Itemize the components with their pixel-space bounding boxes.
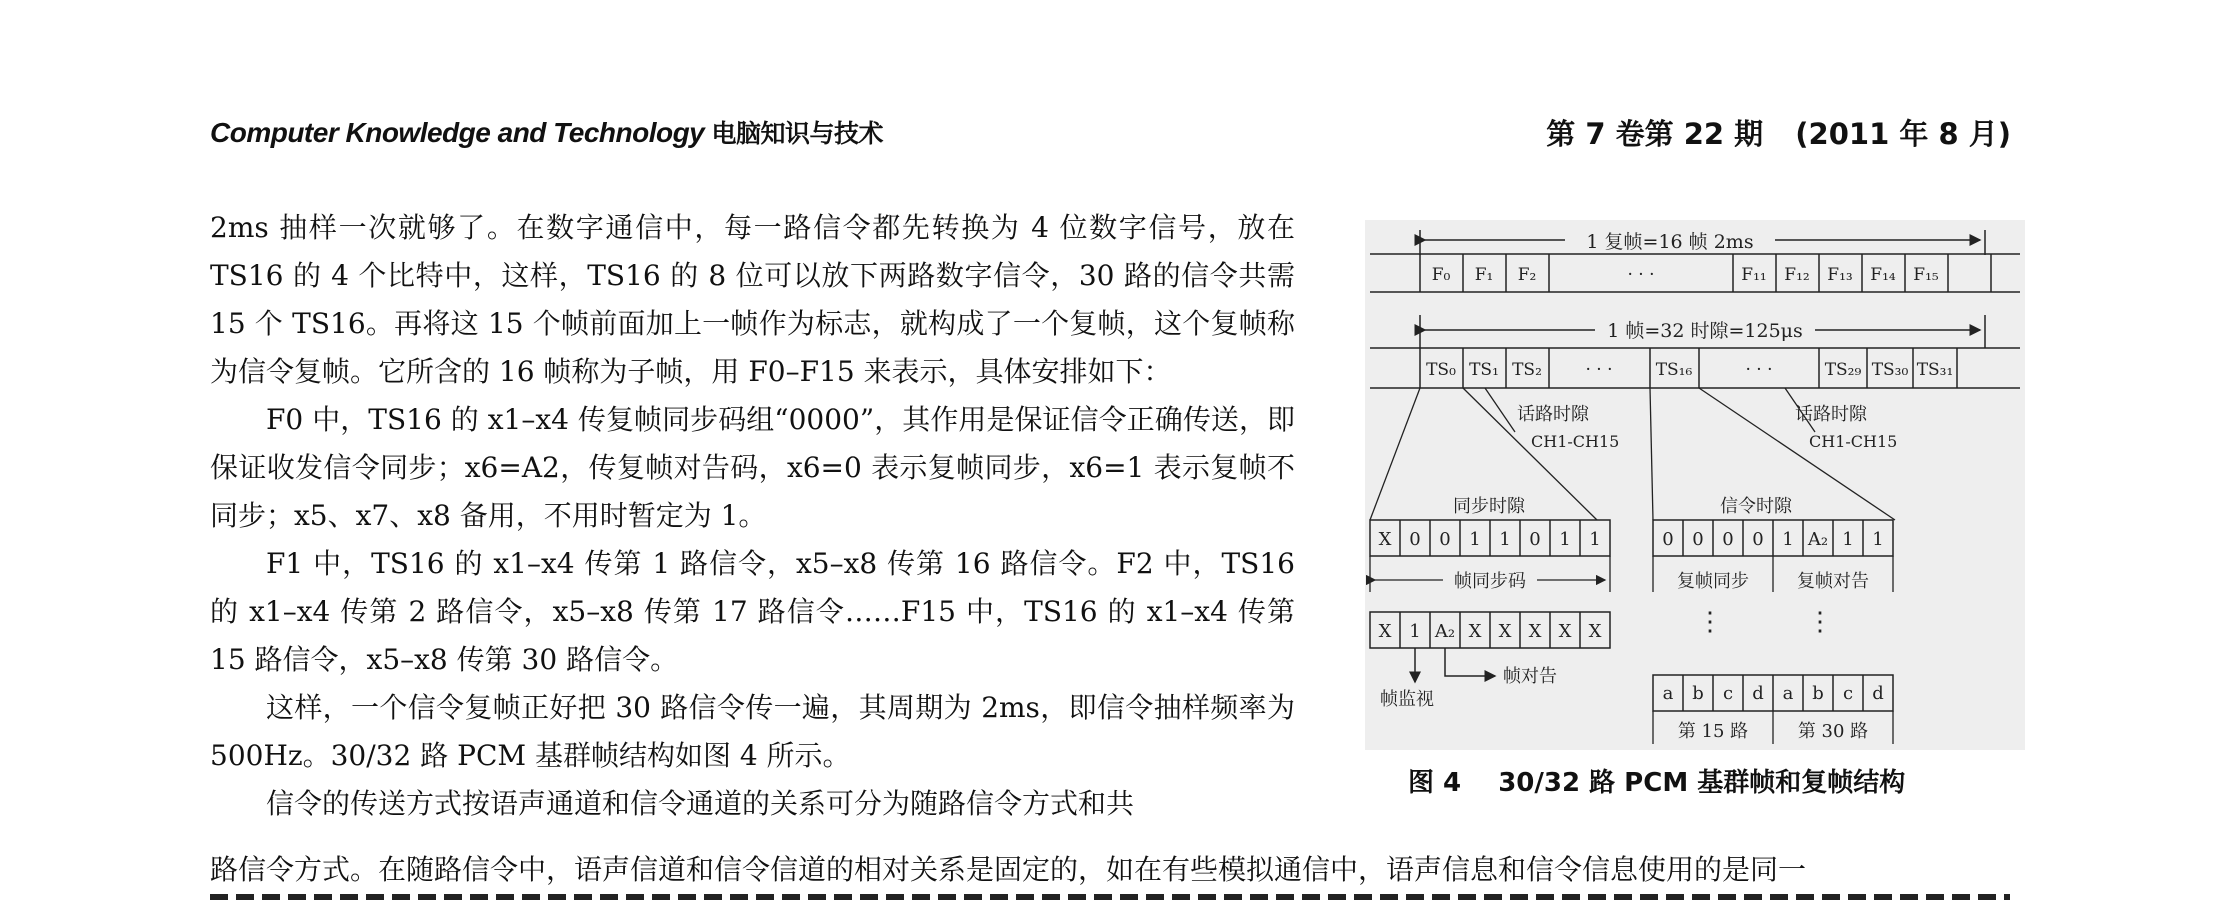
paragraph: 2ms 抽样一次就够了。在数字通信中，每一路信令都先转换为 4 位数字信号，放在 TS16 的 4 个比特中，这样，TS16 的 8 位可以放下两路数字信令，30 路的信令共需 15 个 TS16。再将这 15 个帧前面加上一帧作为标志，就构成了一个复帧，这个复帧称为信令复帧。它所含的 16 帧称为子帧，用 F0–F15 来表示，具体安排如下：	[210, 211, 1295, 388]
timeslot-cell: · · ·	[1585, 360, 1613, 380]
voice-timeslot-label: 话路时隙	[1517, 404, 1589, 425]
odd-frame-bit: X	[1558, 621, 1572, 642]
frame-cell: F₀	[1431, 265, 1451, 285]
multiframe-alarm-label: 复帧对告	[1797, 571, 1869, 592]
timeslot-cell: TS₀	[1426, 360, 1456, 380]
issue-info	[1546, 112, 2011, 153]
sync-bit: 0	[1409, 529, 1421, 550]
sync-bit: 1	[1559, 529, 1571, 550]
signaling-abcd-bit: b	[1812, 683, 1824, 704]
signaling-bit: 1	[1872, 529, 1884, 550]
odd-frame-bit: X	[1528, 621, 1542, 642]
frame-monitor-label: 帧监视	[1380, 689, 1434, 710]
multiframe-label: 1 复帧=16 帧 2ms	[1586, 231, 1754, 253]
journal-title-cn: 电脑知识与技术	[711, 119, 884, 148]
signaling-bit: 0	[1662, 529, 1674, 550]
sync-bit: 1	[1499, 529, 1511, 550]
paragraph: 信令的传送方式按语声通道和信令通道的关系可分为随路信令方式和共	[266, 787, 1135, 820]
paragraph-continuation: 路信令方式。在随路信令中，语声信道和信令信道的相对关系是固定的，如在有些模拟通信中，语声信息和信令信息使用的是同一	[210, 853, 1807, 886]
cropped-text-line	[210, 888, 2010, 900]
paragraph: F0 中，TS16 的 x1–x4 传复帧同步码组“0000”，其作用是保证信令正确传送，即保证收发信令同步；x6=A2，传复帧对告码，x6=0 表示复帧同步，x6=1 表示复帧不同步；x5、x7、x8 备用，不用时暂定为 1。	[210, 403, 1295, 532]
sync-bit: 1	[1589, 529, 1601, 550]
voice-timeslot-label: 话路时隙	[1795, 404, 1867, 425]
sync-bit: 1	[1469, 529, 1481, 550]
issue-number: 第 7 卷第 22 期	[1546, 117, 1764, 151]
journal-title-en: Computer Knowledge and Technology	[210, 117, 705, 148]
frame-cell: F₁₁	[1741, 265, 1767, 285]
channel-15-label: 第 15 路	[1677, 721, 1749, 742]
sync-timeslot-label: 同步时隙	[1453, 496, 1525, 517]
multiframe-sync-label: 复帧同步	[1677, 571, 1749, 592]
timeslot-cell: TS₃₁	[1916, 360, 1954, 380]
signaling-bit: 0	[1722, 529, 1734, 550]
signaling-bit: 1	[1842, 529, 1854, 550]
frame-cell: F₁₃	[1827, 265, 1853, 285]
timeslot-cell: TS₁	[1469, 360, 1499, 380]
signaling-bit: 0	[1692, 529, 1704, 550]
frame-label: 1 帧=32 时隙=125μs	[1607, 320, 1803, 342]
voice-channel-range: CH1-CH15	[1531, 432, 1620, 451]
odd-frame-bit: X	[1498, 621, 1512, 642]
sync-bit: X	[1378, 529, 1392, 550]
channel-30-label: 第 30 路	[1797, 721, 1869, 742]
vertical-ellipsis: ⋮	[1697, 607, 1723, 637]
odd-frame-bit: A₂	[1434, 621, 1456, 642]
signaling-bit: 0	[1752, 529, 1764, 550]
frame-cell: F₁₅	[1913, 265, 1939, 285]
figure-caption-text: 30/32 路 PCM 基群帧和复帧结构	[1498, 768, 1906, 798]
frame-cell: F₁₂	[1784, 265, 1810, 285]
frame-alarm-label: 帧对告	[1503, 666, 1557, 687]
odd-frame-bit: X	[1588, 621, 1602, 642]
signaling-timeslot-label: 信令时隙	[1720, 496, 1792, 517]
timeslot-cell: · · ·	[1745, 360, 1773, 380]
frame-cell: · · ·	[1627, 265, 1655, 285]
frame-cell: F₁₄	[1870, 265, 1896, 285]
sync-bit: 0	[1529, 529, 1541, 550]
signaling-abcd-bit: d	[1752, 683, 1764, 704]
odd-frame-bit: X	[1378, 621, 1392, 642]
signaling-abcd-bit: b	[1692, 683, 1704, 704]
signaling-bit: 1	[1782, 529, 1794, 550]
odd-frame-bit: X	[1468, 621, 1482, 642]
signaling-abcd-bit: d	[1872, 683, 1884, 704]
frame-cell: F₂	[1517, 265, 1537, 285]
paragraph: F1 中，TS16 的 x1–x4 传第 1 路信令，x5–x8 传第 16 路信令。F2 中，TS16 的 x1–x4 传第 2 路信令，x5–x8 传第 17 路信令……F15 中，TS16 的 x1–x4 传第 15 路信令，x5–x8 传第 30 路信令。	[210, 547, 1295, 676]
body-text-column	[210, 204, 1295, 828]
issue-date: (2011 年 8 月)	[1795, 117, 2011, 151]
signaling-abcd-bit: a	[1782, 683, 1794, 704]
timeslot-cell: TS₂₉	[1824, 360, 1862, 380]
frame-cell: F₁	[1474, 265, 1494, 285]
paragraph: 这样，一个信令复帧正好把 30 路信令传一遍，其周期为 2ms，即信令抽样频率为 500Hz。30/32 路 PCM 基群帧结构如图 4 所示。	[210, 691, 1295, 772]
frame-structure-diagram	[1365, 220, 2025, 750]
figure-number: 图 4	[1408, 768, 1462, 798]
frame-sync-code-label: 帧同步码	[1454, 571, 1526, 592]
timeslot-cell: TS₂	[1512, 360, 1542, 380]
signaling-abcd-bit: c	[1842, 683, 1854, 704]
timeslot-cell: TS₃₀	[1871, 360, 1909, 380]
odd-frame-bit: 1	[1409, 621, 1421, 642]
sync-bit: 0	[1439, 529, 1451, 550]
figure-caption	[1408, 762, 1905, 799]
signaling-bit: A₂	[1807, 529, 1829, 550]
voice-channel-range: CH1-CH15	[1809, 432, 1898, 451]
vertical-ellipsis: ⋮	[1807, 607, 1833, 637]
journal-title	[210, 114, 883, 150]
signaling-abcd-bit: a	[1662, 683, 1674, 704]
signaling-abcd-bit: c	[1722, 683, 1734, 704]
timeslot-cell: TS₁₆	[1655, 360, 1693, 380]
figure-frame-structure	[1365, 220, 2025, 750]
